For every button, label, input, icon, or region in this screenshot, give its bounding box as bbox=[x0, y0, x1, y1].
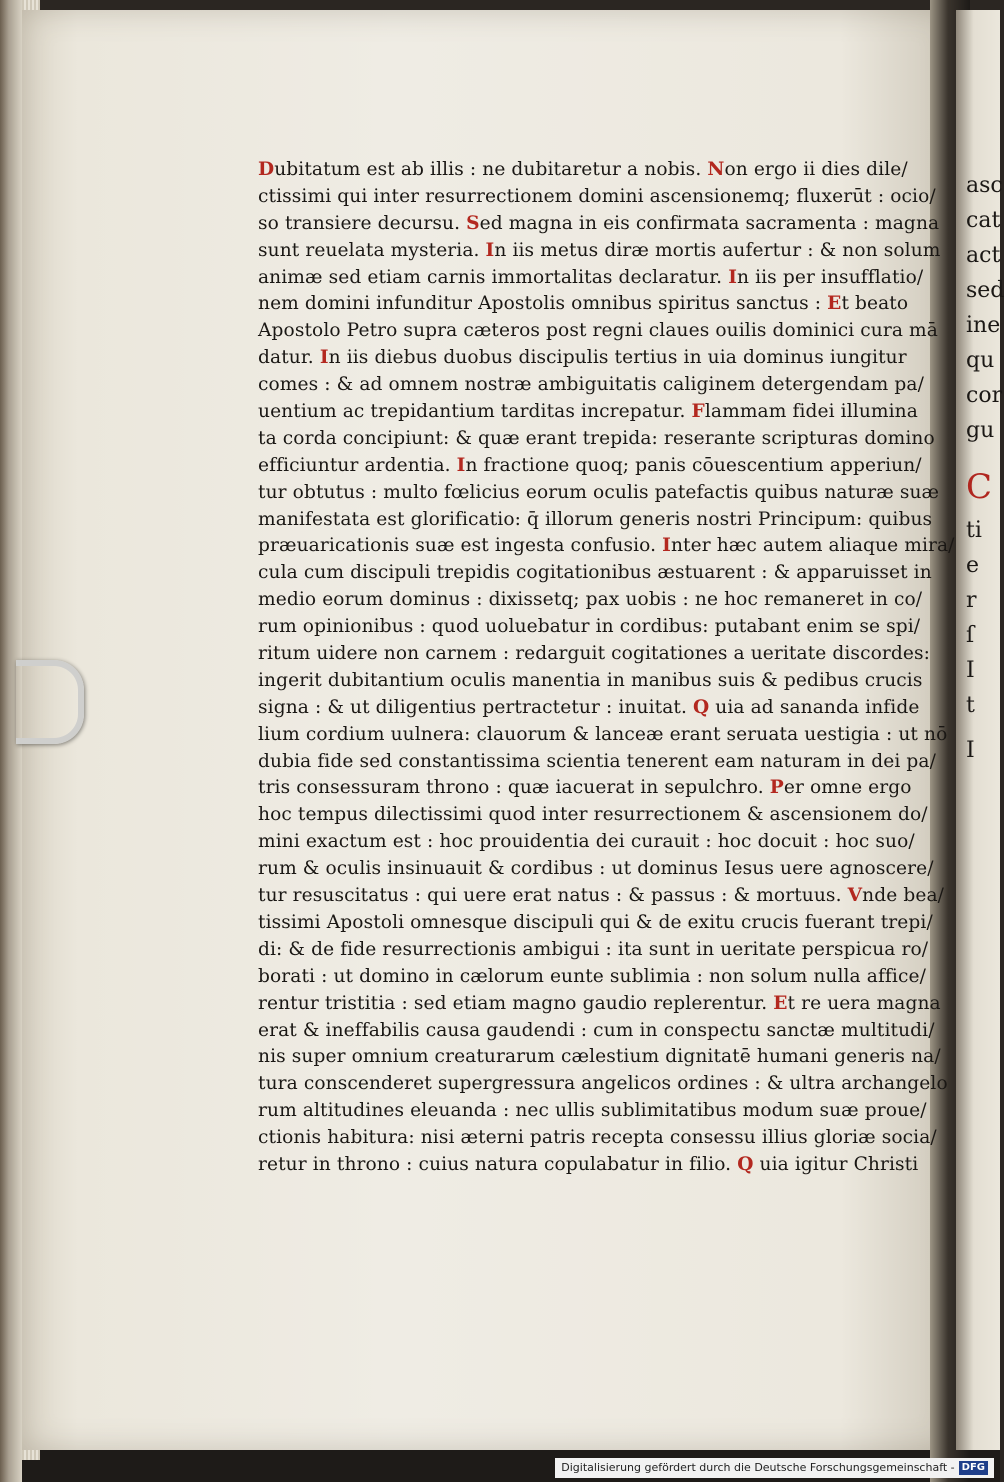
text-line bbox=[258, 964, 926, 991]
text-segment: tissimi Apostoli omnesque discipuli qui & de exitu crucis fuerant trepi/ bbox=[258, 911, 933, 933]
text-line bbox=[258, 614, 921, 641]
opposite-page bbox=[956, 10, 1004, 1450]
text-line bbox=[258, 802, 928, 829]
rubric-initial: Q bbox=[737, 1153, 754, 1175]
text-segment: uia ad sananda infide bbox=[709, 696, 920, 718]
rubric-initial: D bbox=[258, 159, 275, 180]
footer-text: Digitalisierung gefördert durch die Deutsche Forschungsgemeinschaft - bbox=[561, 1461, 955, 1474]
text-line bbox=[258, 937, 929, 964]
text-segment: rum & oculis insinuauit & cordibus : ut dominus Iesus uere agnoscere/ bbox=[258, 858, 934, 880]
text-line bbox=[258, 291, 909, 318]
text-segment: di: & de fide resurrectionis ambigui : ita sunt in ueritate perspicua ro/ bbox=[258, 938, 929, 960]
text-segment: rentur tristitia : sed etiam magno gaudio replerentur. bbox=[258, 992, 774, 1014]
rubric-initial: I bbox=[662, 535, 671, 557]
text-segment: nis super omnium creaturarum cælestium dignitatē humani generis na/ bbox=[258, 1046, 941, 1068]
text-segment: mini exactum est : hoc prouidentia dei curauit : hoc docuit : hoc suo/ bbox=[258, 831, 915, 853]
text-line bbox=[258, 426, 935, 453]
text-line bbox=[258, 372, 924, 399]
text-segment: ingerit dubitantium oculis manentia in manibus suis & pedibus crucis bbox=[258, 669, 923, 691]
text-line bbox=[258, 560, 932, 587]
text-segment: nde bea/ bbox=[862, 885, 944, 907]
text-line bbox=[258, 507, 933, 534]
text-segment: n iis metus diræ mortis aufertur : & non solum bbox=[494, 239, 941, 261]
text-segment: rum opinionibus : quod uoluebatur in cordibus: putabant enim se spi/ bbox=[258, 616, 921, 638]
opposite-page-fragment: C bbox=[966, 467, 993, 507]
text-segment: so transiere decursu. bbox=[258, 212, 467, 234]
text-line bbox=[258, 318, 938, 345]
text-segment: sunt reuelata mysteria. bbox=[258, 239, 486, 261]
opposite-page-fragment: e bbox=[966, 553, 980, 578]
text-segment: ctionis habitura: nisi æterni patris recepta consessu illius gloriæ socia/ bbox=[258, 1127, 937, 1149]
text-line bbox=[258, 1018, 935, 1045]
text-line bbox=[258, 883, 944, 910]
text-segment: tura conscenderet supergressura angelicos ordines : & ultra archangelo bbox=[258, 1073, 948, 1095]
text-segment: ta corda concipiunt: & quæ erant trepida: reserante scripturas domino bbox=[258, 427, 935, 449]
opposite-page-fragment: I bbox=[966, 658, 975, 683]
opposite-page-fragment: I bbox=[966, 738, 975, 763]
rubric-initial: E bbox=[827, 293, 842, 315]
text-line bbox=[258, 265, 924, 292]
text-line bbox=[258, 587, 923, 614]
text-segment: t beato bbox=[841, 293, 909, 315]
rubric-initial: S bbox=[466, 212, 480, 234]
text-segment: t re uera magna bbox=[787, 992, 941, 1014]
text-segment: Apostolo Petro supra cæteros post regni claues ouilis dominici cura mā bbox=[258, 320, 938, 342]
rubric-initial: E bbox=[773, 992, 788, 1014]
text-line bbox=[258, 345, 907, 372]
text-line bbox=[258, 453, 922, 480]
opposite-page-fragment: t bbox=[966, 693, 975, 718]
page-text-block bbox=[258, 157, 955, 1179]
text-segment: lammam fidei illumina bbox=[704, 401, 918, 423]
text-line bbox=[258, 641, 930, 668]
text-segment: nem domini infunditur Apostolis omnibus spiritus sanctus : bbox=[258, 293, 828, 315]
rubric-initial: I bbox=[485, 239, 495, 261]
text-line bbox=[258, 1098, 927, 1125]
text-line bbox=[258, 749, 936, 776]
text-segment: borati : ut domino in cælorum eunte sublimia : non solum nulla affice/ bbox=[258, 965, 926, 987]
opposite-page-fragment: qu bbox=[966, 348, 995, 373]
text-segment: erat & ineffabilis causa gaudendi : cum in conspectu sanctæ multitudi/ bbox=[258, 1019, 935, 1041]
text-segment: lium cordium uulnera: clauorum & lanceæ erant seruata uestigia : ut nō bbox=[258, 723, 948, 745]
opposite-page-fragment: r bbox=[966, 588, 977, 613]
text-segment: retur in throno : cuius natura copulabatur in filio. bbox=[258, 1153, 738, 1175]
text-line bbox=[258, 480, 940, 507]
text-line bbox=[258, 211, 940, 238]
text-line bbox=[258, 775, 912, 802]
text-line bbox=[258, 910, 933, 937]
opposite-page-fragment: ſ bbox=[966, 623, 975, 648]
text-segment: on ergo ii dies dile/ bbox=[724, 159, 908, 180]
opposite-page-fragment: cor bbox=[966, 383, 1003, 408]
opposite-page-fragment: act bbox=[966, 243, 1001, 268]
text-segment: tur resuscitatus : qui uere erat natus : & passus : & mortuus. bbox=[258, 885, 848, 907]
text-segment: tur obtutus : multo fœlicius eorum oculis patefactis quibus naturæ suæ bbox=[258, 481, 940, 503]
text-line bbox=[258, 1125, 937, 1152]
text-line bbox=[258, 1044, 941, 1071]
text-segment: ed magna in eis confirmata sacramenta : magna bbox=[479, 212, 940, 234]
digitization-footer bbox=[555, 1458, 994, 1478]
metal-clip bbox=[16, 660, 84, 744]
text-segment: n fractione quoq; panis cōuescentium apperiun/ bbox=[465, 454, 922, 476]
text-line bbox=[258, 695, 920, 722]
text-segment: animæ sed etiam carnis immortalitas declaratur. bbox=[258, 266, 729, 288]
text-line bbox=[258, 238, 941, 265]
text-segment: medio eorum dominus : dixissetq; pax uobis : ne hoc remaneret in co/ bbox=[258, 589, 923, 611]
text-line bbox=[258, 1071, 948, 1098]
opposite-page-fragment: ti bbox=[966, 518, 982, 543]
rubric-initial: V bbox=[847, 885, 863, 907]
text-line bbox=[258, 856, 934, 883]
opposite-page-fragment: asc bbox=[966, 173, 1003, 198]
rubric-initial: Q bbox=[692, 696, 710, 718]
rubric-initial: F bbox=[691, 401, 705, 423]
rubric-initial: I bbox=[728, 266, 737, 288]
text-segment: ubitatum est ab illis : ne dubitaretur a nobis. bbox=[274, 159, 708, 180]
text-line bbox=[258, 157, 908, 184]
opposite-page-fragment: sed bbox=[966, 278, 1004, 303]
text-segment: er omne ergo bbox=[783, 777, 912, 799]
text-segment: ctissimi qui inter resurrectionem domini ascensionemq; fluxerūt : ocio/ bbox=[258, 185, 936, 207]
text-segment: præuaricationis suæ est ingesta confusio. bbox=[258, 535, 663, 557]
text-segment: signa : & ut diligentius pertractetur : inuitat. bbox=[258, 696, 693, 718]
opposite-page-fragment: cat bbox=[966, 208, 1001, 233]
text-segment: nter hæc autem aliaque mira/ bbox=[670, 535, 955, 557]
text-segment: dubia fide sed constantissima scientia tenerent eam naturam in dei pa/ bbox=[258, 750, 936, 772]
text-segment: efficiuntur ardentia. bbox=[258, 454, 457, 476]
opposite-page-fragment: ine bbox=[966, 313, 1001, 338]
text-segment: manifestata est glorificatio: q̄ illorum generis nostri Principum: quibus bbox=[258, 508, 933, 530]
text-line bbox=[258, 399, 918, 426]
text-segment: ritum uidere non carnem : redarguit cogitationes a ueritate discordes: bbox=[258, 643, 930, 665]
text-segment: datur. bbox=[258, 347, 320, 369]
text-line bbox=[258, 722, 948, 749]
text-line bbox=[258, 991, 941, 1018]
rubric-initial: I bbox=[319, 347, 329, 369]
text-line bbox=[258, 184, 936, 211]
text-segment: comes : & ad omnem nostræ ambiguitatis caliginem detergendam pa/ bbox=[258, 374, 924, 396]
text-segment: rum altitudines eleuanda : nec ullis sublimitatibus modum suæ proue/ bbox=[258, 1100, 927, 1122]
text-segment: n iis diebus duobus discipulis tertius in uia dominus iungitur bbox=[328, 347, 907, 369]
rubric-initial: N bbox=[707, 159, 725, 180]
text-line bbox=[258, 668, 923, 695]
rubric-initial: I bbox=[456, 454, 466, 476]
dfg-logo: DFG bbox=[959, 1461, 988, 1475]
text-segment: uentium ac trepidantium tarditas increpatur. bbox=[258, 401, 692, 423]
text-segment: n iis per insufflatio/ bbox=[737, 266, 924, 288]
opposite-page-fragment: gu bbox=[966, 418, 995, 443]
text-segment: tris consessuram throno : quæ iacuerat in sepulchro. bbox=[258, 777, 770, 799]
text-line bbox=[258, 533, 955, 560]
text-line bbox=[258, 1152, 919, 1179]
text-segment: hoc tempus dilectissimi quod inter resurrectionem & ascensionem do/ bbox=[258, 804, 928, 826]
text-segment: uia igitur Christi bbox=[753, 1153, 919, 1175]
rubric-initial: P bbox=[769, 777, 784, 799]
text-segment: cula cum discipuli trepidis cogitationibus æstuarent : & apparuisset in bbox=[258, 562, 932, 584]
text-line bbox=[258, 829, 915, 856]
